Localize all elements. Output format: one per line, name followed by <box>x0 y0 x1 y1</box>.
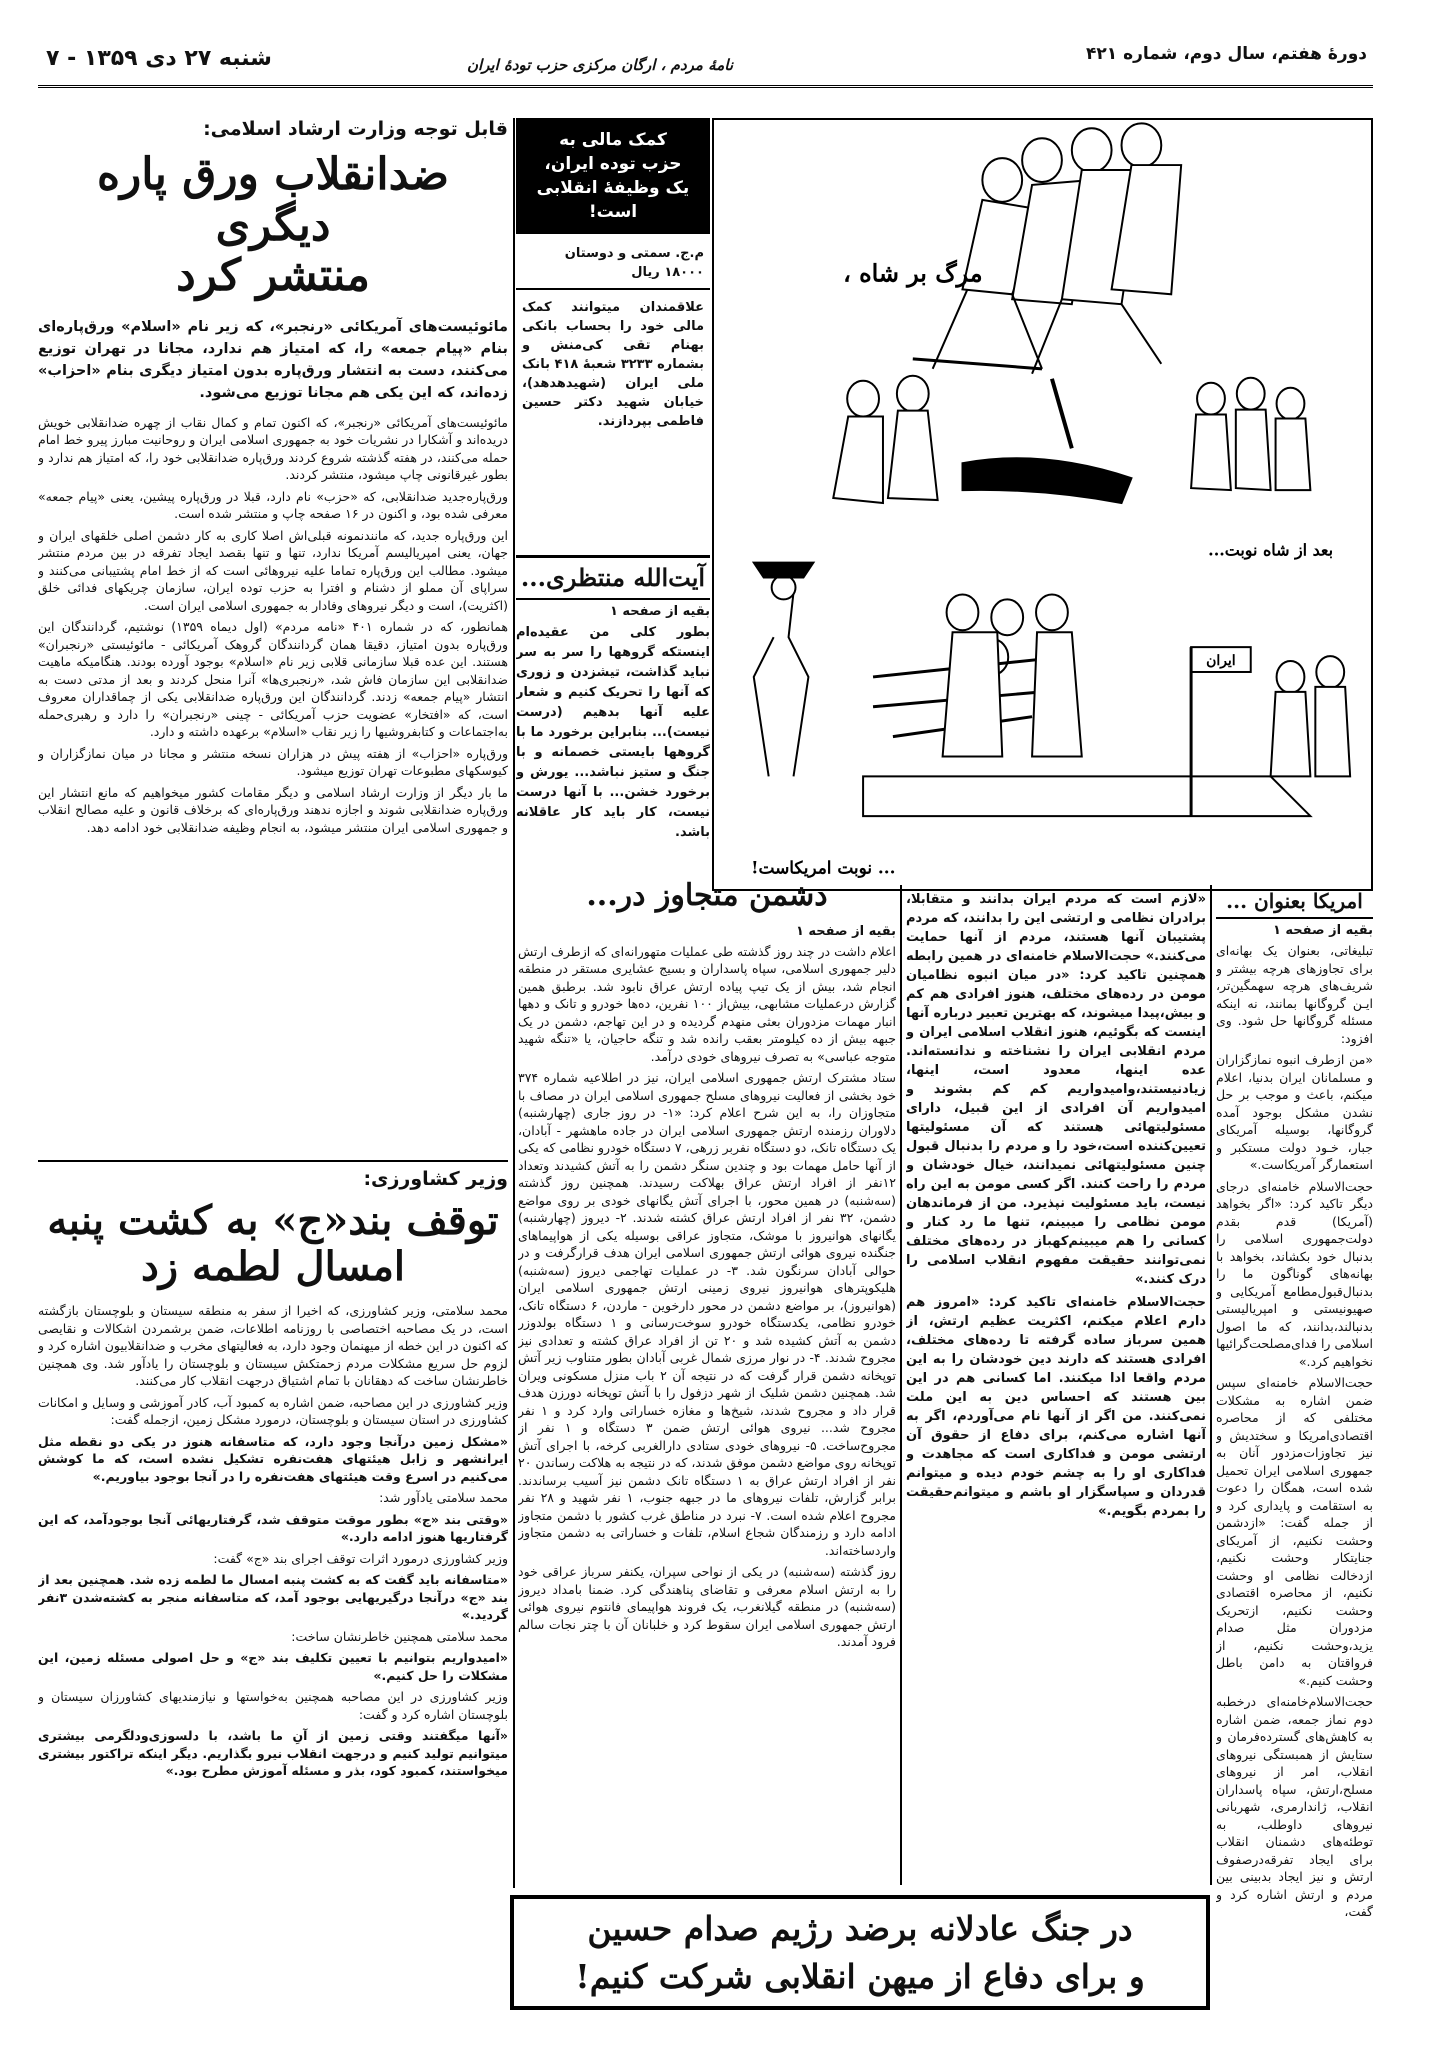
ershad-paragraph: این ورق‌پاره جدید، که مانندنمونه قبلی‌اش اصلا کاری به کار دشمن اصلی خلقهای ایران و جهان، یعنی امپریالیسم آمریکا ندارد، تنها و تنها بقصد ایجاد تفرقه در بین مردم منتشر میشود. مطالب این ورق‌پاره تماما علیه نیروهائی است که از خط امام پشتیبانی می‌کنند و سراپای آن مملو از دشنام و افترا به حزب توده ایران، سازمان چریکهای فدائی خلق (اکثریت)، است و دیگر نیروهای وفادار به جمهوری اسلامی ایران است. <box>38 527 508 613</box>
sign-iran: ایران <box>1206 653 1236 670</box>
enemy-continued: بقیه از صفحه ۱ <box>795 923 896 939</box>
donation-headline <box>516 118 710 234</box>
ershad-headline-2: منتشر کرد <box>176 250 370 302</box>
banner-line-1: در جنگ عادلانه برضد رژیم صدام حسین <box>587 1908 1133 1948</box>
ershad-lead: مائوئیست‌های آمریکائی «رنجبر»، که زیر نام «اسلام» ورق‌پاره‌ای بنام «پیام جمعه» را، که امتیاز هم ندارد، مجانا در تهران توزیع می‌کنند، دست به انتشار ورق‌پاره بدون امتیاز دیگری بنام «احزاب» زده‌اند، که این یکی هم مجانا توزیع می‌شود. <box>38 318 508 401</box>
cotton-paragraph: «امیدواریم بتوانیم با تعیین تکلیف بند «ج» و حل اصولی مسئله زمین، این مشکلات را حل کنیم.» <box>38 1650 508 1683</box>
america-paragraph: حجت‌الاسلام‌خامنه‌ای درخطبه دوم نماز جمعه، ضمن اشاره به کاهش‌های گسترده‌فرمان و ستایش از همبستگی نیروهای انقلاب، امر از نیروهای مسلح،ارتش، سپاه پاسداران انقلاب، ژاندارمری، شهربانی نیروهای داوطلب، به توطئه‌های دشمنان انقلاب برای ایجاد تفرقه‌درصفوف ارتش و نیز ایجاد بدبینی بین مردم و ارتش اشاره کرد و گفت، <box>1216 1694 1373 1919</box>
cotton-paragraph: «متاسفانه باید گفت که به کشت پنبه امسال ما لطمه زده شد. همچنین بعد از بند «ج» درآنجا درگیریهایی بوجود آمد، که متاسفانه منجر به کشته‌شدن ۳نفر گردید.» <box>38 1572 508 1622</box>
donation-headline-1: کمک مالی به <box>559 130 667 150</box>
newspaper-page <box>38 40 1373 2015</box>
cotton-paragraph: «آنها میگفتند وقتی زمین از آنِ ما باشد، با دلسوزی‌ودلگرمی بیشتری میتوانیم تولید کنیم و درجهت انقلاب نیرو بگذاریم. دیگر اینکه تراکتور بیشتری میخواستند، کمبود کود، بذر و مسئله آموزش مطرح بود.» <box>38 1728 508 1778</box>
ershad-paragraph: مائوئیست‌های آمریکائی «رنجبر»، که اکنون تمام و کمال نقاب از چهره ضدانقلابی خویش دریده‌اند و آشکارا در نشریات خود به جمهوری اسلامی ایران و روحانیت مبارز پیرو خط امام حمله می‌کنند، در هفته گذشته شروع کردند ورق‌پاره ضدانقلابی خود را، که امتیاز هم ندارد و بطور غیرقانونی چاپ میشود، منتشر کردند. <box>38 414 508 483</box>
column-rule <box>1210 885 1212 1885</box>
caption-after-shah: بعد از شاه نوبت... <box>1208 540 1334 560</box>
cotton-headline-1: توقف بند«ج» به کشت پنبه <box>47 1197 499 1244</box>
column-rule <box>900 885 902 1885</box>
ershad-paragraph: ما بار دیگر از وزارت ارشاد اسلامی و دیگر مقامات کشور میخواهیم که مانع انتشار این ورق‌پاره ضدانقلابی شوند و اجازه ندهند ورق‌پاره‌ای که برخلاف قانون و علیه مصالح انقلاب و جمهوری اسلامی ایران منتشر میشود، به انجام وظیفه ضدانقلابی خود ادامه دهد. <box>38 784 508 835</box>
america-paragraph: «من ازطرف انبوه نمازگزاران و مسلمانان ایران بدنیا، اعلام میکنم، باعث و موجب بر حل نشدن مشکل بوجود آمده گروگانها، بوسیله آمریکای جبار، خـود دولت مستکبر و استعمارگر آمریکاست.» <box>1216 1052 1373 1172</box>
khamenei-paragraph: حجت‌الاسلام خامنه‌ای تاکید کرد: «امروز هم دارم اعلام میکنم، اکثریت عظیم ارتش، از همین سرباز ساده گرفته تا رده‌های مختلف، افرادی هستند که دارند دین خودشان را به این مردم واقعا ادا میکنند. اما کسانی هم در این بین هستند که احساس دین به این ملت نمی‌کنند. من اگر از آنها نام می‌آوردم، اگر به آنها اشاره می‌کنم، برای دفاع از حقوق آن ارتشی مومن و فداکاری است که مجاهدت و فداکاری او را به چشم خودم دیده و میتوانم قدردان و سپاسگزار او باشم و میتوانم‌حقیقت را بمردم بگویم.» <box>906 1295 1206 1519</box>
caption-death-to-shah: مرگ بر شاه ، <box>843 259 983 288</box>
masthead <box>38 40 1373 88</box>
caption-america-next: ... نوبت امریکاست! <box>751 857 896 878</box>
donation-headline-2: حزب توده ایران، <box>544 154 682 174</box>
cotton-paragraph: وزیر کشاورزی در این مصاحبه همچنین به‌خواستها و نیازمندیهای کشاورزان سیستان و بلوچستان اشاره کرد و گفت: <box>38 1689 508 1722</box>
cotton-paragraph: محمد سلامتی یادآور شد: <box>379 1490 508 1505</box>
ershad-headline-1: ضدانقلاب ورق پاره دیگری <box>96 149 450 251</box>
ershad-paragraph: همانطور، که در شماره ۴۰۱ «نامه مردم» (اول دیماه ۱۳۵۹) نوشتیم، گردانندگان این ورق‌پاره بدون امتیاز، دقیقا همان گردانندگان گروهک آمریکائی - مائوئیستی «رنجبران» هستند. این عده قبلا سازمانی قلابی زیر نام «اسلام» بوجود آورده بودند. هنگامیکه ماهیت ضدانقلابی این سازمان فاش شد، «رنجبری‌ها» آنرا منحل کردند و بعد از مدتی دست به انتشار «پیام جمعه» زدند. گردانندگان این ورق‌پاره ضدانقلابی یکی از چماقداران معروف است، که «افتخار» عضویت حزب آمریکائی - چینی «رنجبران» را دارد و رهبری‌حمله به‌اجتماعات و کتابفروشیها را زیر نقاب «اسلام» برعهده داشته و دارد. <box>38 619 508 740</box>
cotton-headline-2: امسال لطمه زد <box>140 1243 406 1290</box>
paper-name: نامهٔ مردم ، ارگان مرکزی حزب تودهٔ ایران <box>466 56 733 74</box>
montazeri-body: بطور کلی من عقیده‌ام اینستکه گروهها را سر به سر نباید گذاشت، تیشزدن و زوری که آنها را تحریک کنیم و شعار علیه آنها بدهیم (درست نیست)... بنابراین برخورد ما با گروهها بایستی خصمانه و با جنگ و ستیز نباشد... یورش و برخورد خشن... با آنها درست نیست، کار باید کار عاقلانه باشد. <box>516 624 710 840</box>
khamenei-paragraph: «لازم است که مردم ایران بدانند و متقابلا، برادران نظامی و ارتشی این را بدانند، که مردم پشتیبان آنها هستند، مردم از آنها حمایت می‌کنند.» حجت‌الاسلام خامنه‌ای در همین رابطه همچنین تاکید کرد: «در میان انبوه نظامیان مومن در رده‌های مختلف، هنوز افرادی هم کم و بیش،پیدا میشوند، که بهترین تعبیر درباره آنها اینست که بگوئیم، هنوز انقلاب اسلامی ایران و مردم انقلابی ایران را نشناخته و ندانسته‌اند. عده اینها، معدود است، اینها، زیادنیستند،وامیدواریم کم کم بشوند و امیدواریم آن افرادی از این قبیل، دارای مسئولیتهائی هستند که آن مسئولیتها تعیین‌کننده است،خود را و مردم را بدنبال قبول چنین مسئولیتهائی نمیدانند، خیال خودشان و مردم را راحت کنند. اگر کسی مومن به این راه نیست، باید مسئولیت نپذیرد. من از فرماندهان مومن نظامی را میبینم، تنها ما رد کنار و کسانی را هم میبینم‌کهباز در رده‌های مختلف نمی‌توانند حقیقت مفهوم انقلاب اسلامی را درک کنند.» <box>906 892 1206 1287</box>
donation-headline-3: یک وظیفهٔ انقلابی است! <box>536 178 690 222</box>
banner-line-2: و برای دفاع از میهن انقلابی شرکت کنیم! <box>575 1956 1145 1996</box>
montazeri-headline: آیت‌الله منتظری... <box>516 555 710 600</box>
cotton-kicker: وزیر کشاورزی: <box>363 1168 508 1190</box>
cotton-paragraph: «مشکل زمین درآنجا وجود دارد، که متاسفانه هنوز در یکی دو نقطه مثل ایرانشهر و زابل هیئتهای هفت‌نفره تشکیل نشده است، که ما کوشش می‌کنیم در اسرع وقت هیئتهای هفت‌نفره را در آنجا بوجود بیاوریم.» <box>38 1433 508 1484</box>
cotton-paragraph: وزیر کشاورزی درمورد اثرات توقف اجرای بند «ج» گفت: <box>213 1550 508 1566</box>
article-ershad <box>38 118 508 1153</box>
america-paragraph: حجت‌الاسلام خامنه‌ای درجای دیگر تاکید کرد: «اگر بخواهد (آمریکا) قدم بقدم دولت‌جمهوری اسلامی را بدنبال خود بکشاند، بخواهد با بهانه‌های گوناگون ما را بدنبال‌قبول‌مطامع آمریکایی و صهیونیستی و امپریالیستی بدنبالند،بدانند، که ما اصول اسلامی را فدای‌مصلحت‌گرائیها نخواهیم کرد.» <box>1216 1178 1373 1369</box>
america-paragraph: حجت‌الاسلام خامنه‌ای سپس ضمن اشاره به مشکلات مختلفی که از محاصره اقتصادی‌امریکا و سختدیش و نیز تجاوزات‌مزدور آنان به جمهوری اسلامی ایران تحمیل شده است، همگان را دعوت به استقامت و پایداری کرد و از جمله گفت: «ازدشمن وحشت نکنیم، از آمریکای جنایتکار وحشت نکنیم، ازدخالت نظامی او وحشت نکنیم، از محاصره اقتصادی وحشت نکنیم، ازتحریک مزدوران مثل صدام یزید،وحشت نکنیم، از فرواقتان به دامن باطل وحشت کنیم.» <box>1216 1375 1373 1688</box>
america-paragraph: تبلیغاتی، بعنوان یک بهانه‌ای برای تجاوزهای هرچه بیشتر و شریف‌های هرچه سهمگین‌تر، ایـن گروگانها بمانند، نه اینکه مسئله گروگانها حل شود. وی افزود: <box>1216 943 1373 1046</box>
article-montazeri <box>516 555 710 870</box>
ershad-paragraph: ورق‌پاره‌جدید ضدانقلابی، که «حزب» نام دارد، قبلا در ورق‌پاره پیشین، یعنی «پیام جمعه» معرفی شده بود، و اکنون در ۱۶ صفحه چاپ و منتشر شده است. <box>38 488 508 522</box>
montazeri-continued: بقیه از صفحه ۱ <box>609 603 710 619</box>
date-and-page: شنبه ۲۷ دی ۱۳۵۹ - ۷ <box>46 46 272 71</box>
america-continued: بقیه از صفحه ۱ <box>1272 923 1373 938</box>
donation-box <box>516 118 710 548</box>
article-america <box>1216 890 1373 2010</box>
firing-squad <box>754 563 1350 816</box>
column-rule <box>513 118 515 1888</box>
marching-crowd-1 <box>913 123 1181 373</box>
section-rule <box>38 1160 508 1162</box>
america-headline: امریکا بعنوان ... <box>1216 890 1373 919</box>
cotton-paragraph: محمد سلامتی همچنین خاطرنشان ساخت: <box>291 1628 508 1644</box>
enemy-paragraph: روز گذشته (سه‌شنبه) در یکی از نواحی سپران، یکنفر سرباز عراقی خود را به ارتش اسلام معرفی و تقاضای پناهندگی کرد. ضمنا بامداد دیروز (سه‌شنبه) در منطقه گیلانغرب، یک فروند هواپیمای فانتوم نیروی هوائی ارتش جمهوری اسلامی ایران سقوط کرد و خلبانان آن با چتر نجات سالم فرود آمدند. <box>518 1564 896 1649</box>
ershad-kicker: قابل توجه وزارت ارشاد اسلامی: <box>203 118 508 140</box>
enemy-paragraph: ستاد مشترک ارتش جمهوری اسلامی ایران، نیز در اطلاعیه شماره ۳۷۴ خود بخشی از فعالیت نیروهای مسلح جمهوری اسلامی ایران در مصاف با متجاوزان را، به این شرح اعلام کرد: «۱- در روز جاری (چهارشنبه) دلاوران رزمنده ارتش جمهوری اسلامی ایران در جاده ماهشهر - آبادان، یک دستگاه تانک، دو دستگاه نفربر زرهی، ۷ دستگاه خودرو نظامی که یکی از آنها حامل مهمات بود و چندین سنگر دشمن را به آتش کشیدند وتعداد ۱۲نفر از افراد ارتش عراق بهلاکت رسیدند. همچنین روز گذشته (سه‌شنبه) در همین محور، با اجرای آتش یگانهای خودی بر روی مواضع دشمن، ۳۲ نفر از افراد ارتش عراق کشته شدند. ۲- دیروز (چهارشنبه) یگانهای هوانیروز با موشک، متجاوز عراقی بوسیله یکی از هواپیماهای جنگنده نیروی هوائی ارتش جمهوری اسلامی ایران هدف قرارگرفت و در حوالی آبادان سرنگون شد. ۳- در عملیات تهاجمی دیروز (سه‌شنبه) هلیکوپترهای هوانیروز نیروی زمینی ارتش جمهوری اسلامی ایران (هوانیروز)، بر مواضع دشمن در محور دارخوین - ماردن، ۶ دستگاه تانک، خودرو نظامی، یکدستگاه خودرو سوخت‌رسانی و ۱ دستگاه بولدوزر دشمن به آتش کشیده شد و ۲۰ تن از افراد عراق کشته و تعدادی نیز مجروح شدند. ۴- در نوار مرزی شمال غربی آبادان بطور متناوب زیر آتش توپخانه دشمن قرار گرفت که در نتیجه آن ۲ باب منزل مسکونی ویران شد. همچنین دشمن شلیک از شهر دزفول را با آتش توپخانه دورزن هدف قرار داد و مجروح شدند، شیخ‌ها و مغازه خساراتی وارد کرد و ۱ نفر مجروح شد... نیروی هوائی ارتش ضمن ۳ دستگاه و ۱ نفر از مجروح‌ساخت. ۵- نیروهای خودی ستادی دارالغربی کرخه، با اجرای آتش توپخانه روی مواضع دشمن موفق شدند، که در نتیجه به هلاکت رساندن ۲۰ نفر از افراد ارتش عراق به ۱ دستگاه تانک دشمن نیز آسیب برساندند. برابر گزارش، تلفات نیروهای ما در جبهه جنوب، ۱ نفر شهید و ۲۸ نفر مجروح اعلام شده است. ۷- نبرد در مناطق غرب کشور با دشمن متجاوز ادامه دارد و رزمندگان شجاع اسلام، تلفات و خساراتی به دشمن متجاوز واردساخته‌اند. <box>518 1070 896 1558</box>
cartoon-drawing <box>714 120 1371 889</box>
enemy-paragraph: اعلام داشت در چند روز گذشته طی عملیات متهورانه‌ای که ازطرف ارتش دلیر جمهوری اسلامی، سپاه پاسداران و بسیج عشایری مستقر در منطقه انجام شد، بیش از یک تیپ پیاده ارتش عراق نابود شد. برطبق همین گزارش درعملیات مشابهی، بیش‌از ۱۰۰ نفرین، ده‌ها خودرو و تانک و دهها انبار مهمات مزدوران بعثی منهدم گردیده و در این تهاجم، دشمن در یک جبهه بیش از ده کیلومتر بعقب رانده شد و تنگه حاجیان، یا «تنگه شهید متوجه عباسی» به تصرف نیروهای خودی درآمد. <box>518 943 896 1064</box>
war-banner <box>510 1895 1210 2010</box>
donation-entry: م.ج. سمتی و دوستان ۱۸۰۰۰ ریال <box>516 234 710 290</box>
cotton-paragraph: «وقتی بند «ج» بطور موقت متوقف شد، گرفتاریهائی آنجا بوجودآمد، که این گرفتاریها هنوز ادامه دارد.» <box>38 1511 508 1544</box>
enemy-headline: دشمن متجاوز در... <box>586 878 828 913</box>
donation-instructions: علاقمندان میتوانند کمک مالی خود را بحساب بانکی بهنام تقی کی‌منش و بشماره ۳۲۳۳ شعبهٔ ۴۱۸ بانک ملی ایران (شهیدهدهد)، خیابان شهید دکتر حسین فاطمی بپردازند. <box>522 300 704 429</box>
article-enemy <box>518 875 896 1890</box>
article-cotton <box>38 1168 508 2013</box>
cotton-paragraph: محمد سلامتی، وزیر کشاورزی، که اخیرا از سفر به منطقه سیستان و بلوچستان بازگشته است، در یک مصاحبه اختصاصی با روزنامه اطلاعات، ضمن برشمردن اشکالات و نقایصی که اکنون در این خطه از میهنمان وجود دارد، به فعالیتهای مخرب و ضدانقلابیون اشاره کرد و لزوم حل سریع مشکلات مردم زحمتکش سیستان و بلوچستان را یادآور شد. وی همچنین خاطرنشان ساخت که دهقانان با تمام اشتیاق درجهت انقلاب کار می‌کنند. <box>38 1303 508 1388</box>
article-khamenei <box>906 890 1206 1890</box>
issue-number: دورهٔ هفتم، سال دوم، شماره ۴۲۱ <box>1086 44 1367 64</box>
marching-crowd-2 <box>833 376 1310 503</box>
cotton-paragraph: وزیر کشاورزی در این مصاحبه، ضمن اشاره به کمبود آب، کادر آموزشی و وسایل و امکانات کشاورزی در استان سیستان و بلوچستان، درمورد مشکل زمین، ازجمله گفت: <box>38 1394 508 1427</box>
political-cartoon <box>712 118 1373 891</box>
ershad-paragraph: ورق‌پاره «احزاب» از هفته پیش در هزاران نسخه منتشر و مجانا در میان نمازگزاران و کیوسکهای مطبوعات تهران توزیع میشود. <box>38 745 508 779</box>
